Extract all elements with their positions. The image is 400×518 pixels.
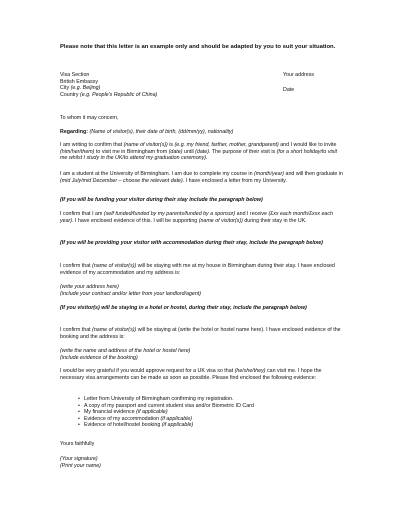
hotel-heading: (If you visitor(s) will be staying in a hotel or hostel, during their stay, include the paragraph below) bbox=[60, 305, 307, 311]
hotel-paragraph: I confirm that (name of visitor(s)) will be staying at (write the hotel or hostel name here). I have enclosed evidence of the booking and the address is: bbox=[60, 327, 341, 340]
request-paragraph: I would be very grateful if you would approve request for a UK visa so that (he/she/they) can visit me. I hope the necessary visa arrangements can be made as soon as possible. Please find enclosed the following evidence: bbox=[60, 368, 322, 381]
recipient-city: City (e.g. Beijing) bbox=[60, 85, 101, 92]
list-item: • My financial evidence (if applicable) bbox=[84, 409, 369, 416]
sender-address: Your address bbox=[283, 72, 315, 78]
funding-paragraph: I confirm that I am (self funded/funded by my parents/funded by a sponsor) and I receive (£xx each month/£xxx each year). I have enclosed evidence of this. I will be supporting (name of visitor(s)) during their stay in the UK. bbox=[60, 211, 333, 224]
hotel-placeholder: (write the name and address of the hotel or hostel here) (include evidence of the booking) bbox=[60, 348, 191, 361]
signature-placeholder: (Your signature) bbox=[60, 456, 98, 462]
salutation: To whom it may concern, bbox=[60, 115, 119, 121]
student-paragraph: I am a student at the University of Birmingham. I am due to complete my course in (month/year) and will then graduate in (mid July/mid December – choose the relevant date). I have enclosed a letter from my University. bbox=[60, 171, 343, 184]
recipient-country: Country (e.g. People's Republic of China) bbox=[60, 91, 158, 98]
recipient-line-2: British Embassy bbox=[60, 78, 98, 85]
regarding-line: Regarding: (Name of visitor(s), their date of birth, (dd/mm/yy), nationality) bbox=[60, 129, 234, 135]
list-item: • A copy of my passport and current student visa and/or Biometric ID Card bbox=[84, 403, 369, 410]
invitation-paragraph: I am writing to confirm that (name of visitor(s)) is (e.g. my friend, farther, mother, grandparent) and I would like to invite (him/her/them) to visit me in Birmingham from (date) until (date). The purpose of their visit is (for a short holiday/to visit me whilst I study in the UK/to attend my graduation ceremony). bbox=[60, 142, 337, 162]
printed-name-placeholder: (Print your name) bbox=[60, 462, 101, 469]
evidence-list bbox=[60, 396, 369, 429]
accommodation-paragraph: I confirm that (name of visitor(s)) will be staying with me at my house in Birmingham during their stay. I have enclosed evidence of my accommodation and my address is: bbox=[60, 263, 335, 276]
funding-heading: (If you will be funding your visitor during their stay include the paragraph below) bbox=[60, 197, 263, 203]
signature-block bbox=[60, 456, 345, 469]
list-item: • Evidence of my accommodation (if applicable) bbox=[84, 416, 369, 423]
recipient-line-1: Visa Section bbox=[60, 72, 90, 78]
letter-date: Date bbox=[283, 87, 295, 93]
accommodation-heading: (If you will be providing your visitor with accommodation during their stay, include the paragraph below) bbox=[60, 240, 323, 246]
list-item: • Evidence of hotel/hostel booking (if applicable) bbox=[84, 422, 369, 429]
closing: Yours faithfully bbox=[60, 441, 95, 447]
example-notice: Please note that this letter is an example only and should be adapted by you to suit your situation. bbox=[60, 44, 336, 50]
address-placeholder: (write your address here) (include your contract and/or letter from your landlord/agent) bbox=[60, 284, 202, 297]
list-item: • Letter from University of Birmingham confirming my registration. bbox=[84, 396, 369, 403]
